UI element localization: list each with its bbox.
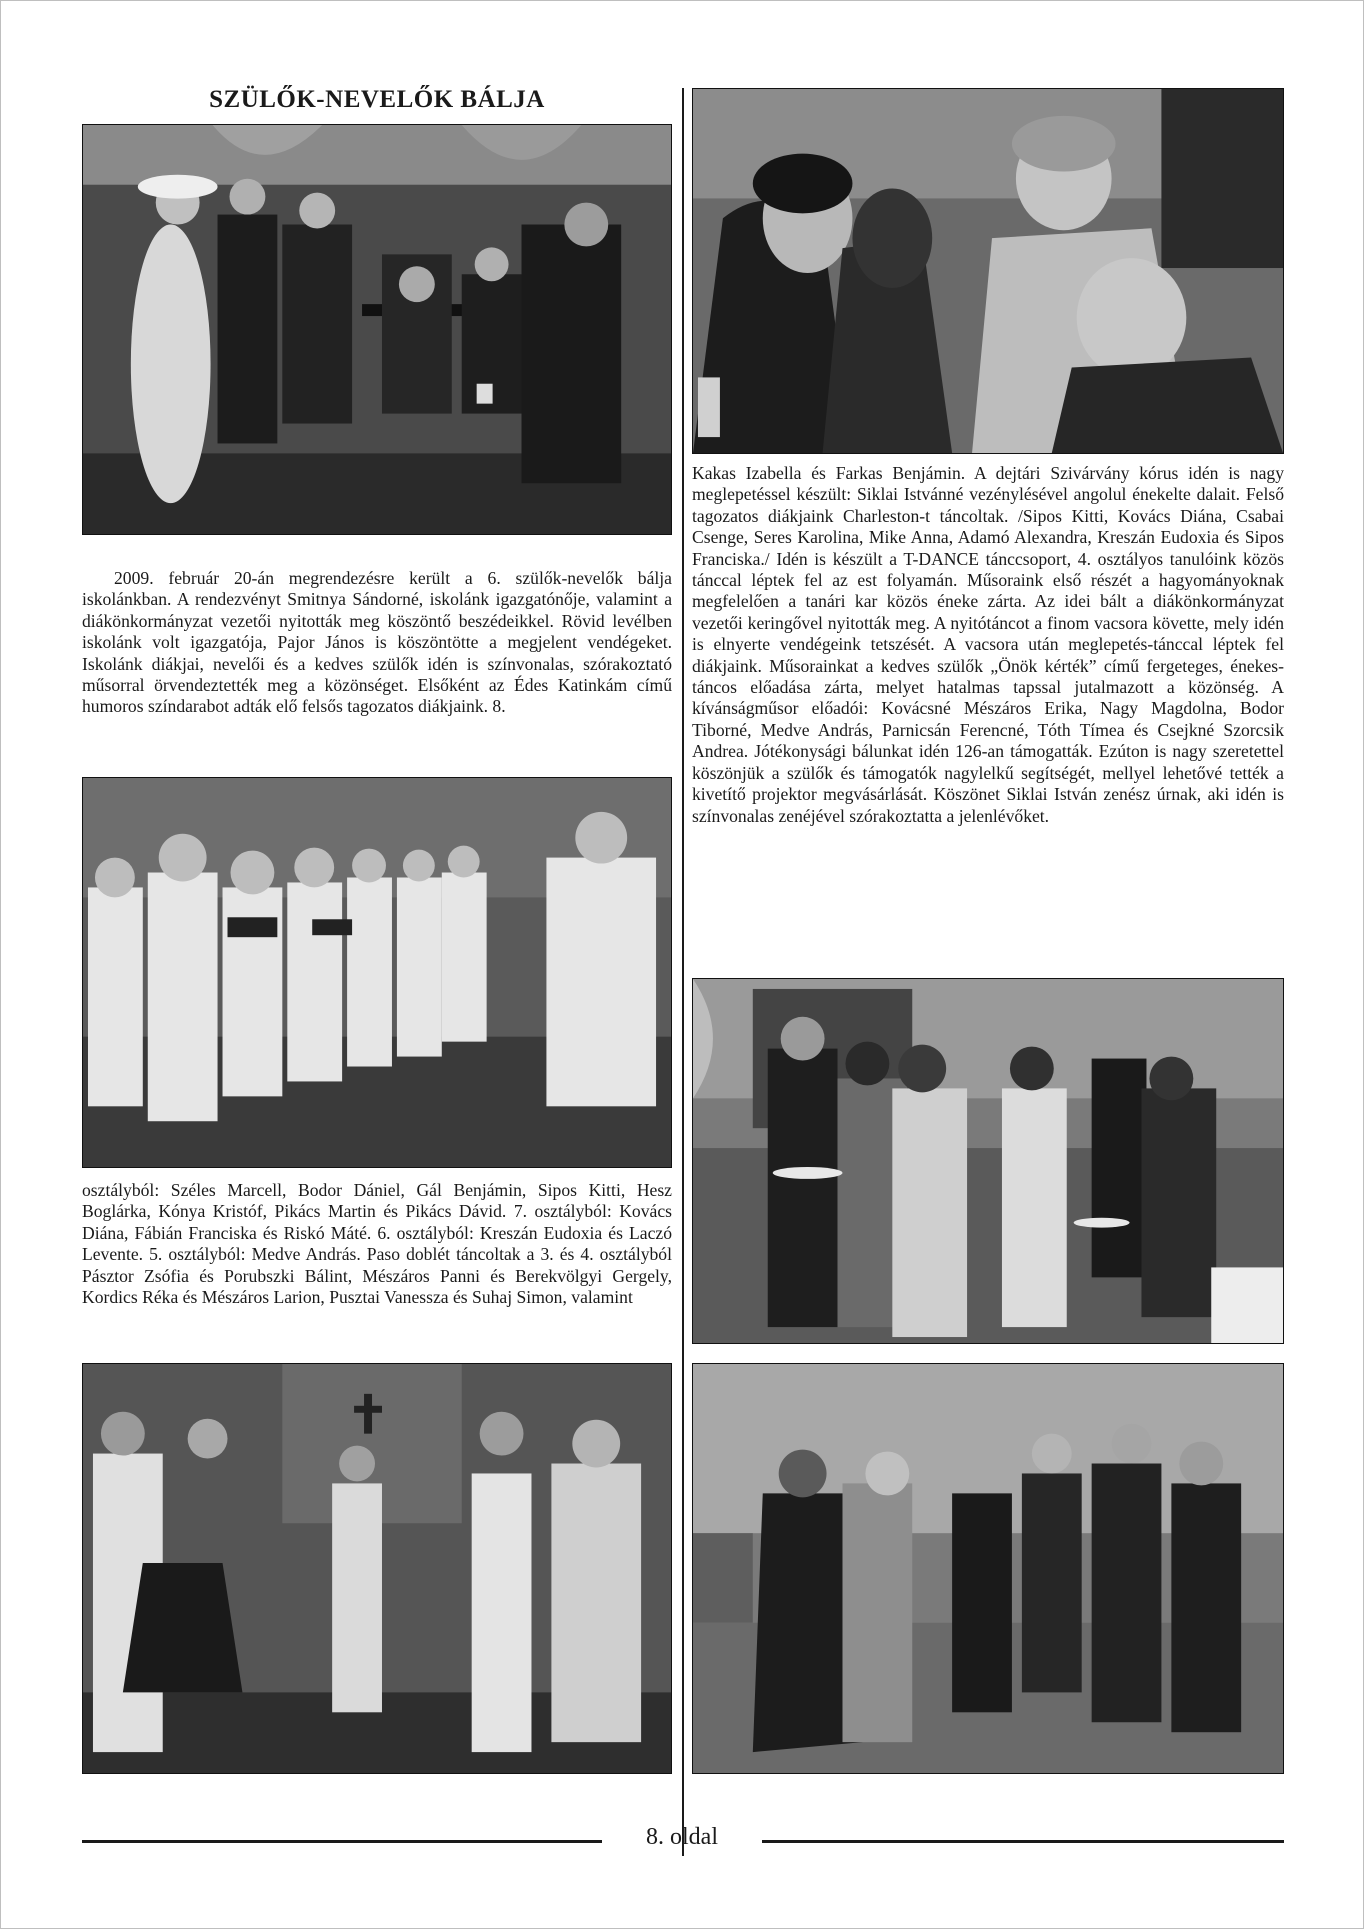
article-paragraph-1 [82,568,672,718]
photo-greeting [692,88,1284,454]
paragraph-text: Kakas Izabella és Farkas Benjámin. A dejtári Szivárvány kórus idén is nagy meglepetéssel készült: Siklai Istvánné vezénylésével angolul énekelte dalait. Felső tagozatos diákjaink Charleston-t táncoltak. /Sipos Kitti, Kovács Diána, Csabai Csenge, Seres Karolina, Mike Anna, Adamó Alexandra, Kreszán Eudoxia és Sipos Franciska./ Idén is készült a T-DANCE tánccsoport, 4. osztályos tanulóink közös tánccal léptek fel az est folyamán. Műsoraink első részét a hagyományoknak megfelelően a tanári kar közös éneke zárta. Az idei bált a diákönkormányzat vezetői keringővel nyitották meg. A nyitótáncot a finom vacsora követte, mely idén is elnyerte vendégeink tetszését. A vacsora után meglepetés-tánccal léptek fel diákjaink. Műsorainkat a kedves szülők „Önök kérték” című fergeteges, énekes-táncos előadása zárta, melyet hatalmas tapssal jutalmazott a közönség. A kívánságműsor előadói: Kovácsné Mészáros Erika, Nagy Magdolna, Bodor Tiborné, Medve András, Parnicsán Ferencné, Tóth Tímea és Csejkné Szorcsik Andrea. Jótékonysági bálunkat idén 126-an támogatták. Ezúton is nagy szeretettel köszönjük a szülők és támogatók nagylelkű segítségét, mellyel lehetővé tették a kivetítő projektor megvásárlását. Köszönet Siklai István zenész úrnak, aki idén is színvonalas zenéjével szórakoztatta a jelenlévőket. [692,463,1284,826]
column-divider [682,88,684,1856]
photo-paso-doble [82,1363,672,1774]
photo-parents-dance [692,1363,1284,1774]
paragraph-text: 2009. február 20-án megrendezésre került a 6. szülők-nevelők bálja iskolánkban. A rendezvényt Smitnya Sándorné, iskolánk igazgatónője, valamint a diákönkormányzat vezetői nyitották meg köszöntő beszédeikkel. Rövid levélben iskolánk volt igazgatója, Pajor János is köszöntötte a megjelent vendégeket. Iskolánk diákjai, nevelői és a kedves szülők idén is színvonalas, szórakoztató műsorral örvendeztették meg a közönséget. Elsőként az Édes Katinkám című humoros színdarabot adták elő felsős tagozatos diákjaink. 8. [82,568,672,717]
footer-line-right [762,1840,1284,1843]
paragraph-text: osztályból: Széles Marcell, Bodor Dániel, Gál Benjámin, Sipos Kitti, Hesz Boglárka, Kónya Kristóf, Pikács Martin és Pikács Dávid. 7. osztályból: Kovács Diána, Fábián Franciska és Riskó Máté. 6. osztályból: Kreszán Eudoxia és Laczó Levente. 5. osztályból: Medve András. Paso doblét táncoltak a 3. és 4. osztályból Pásztor Zsófia és Porubszki Bálint, Mészáros Panni és Berekvölgyi Gergely, Kordics Réka és Mészáros Larion, Pusztai Vanessza és Suhaj Simon, valamint [82,1180,672,1308]
photo-dinner-serving [692,978,1284,1344]
article-paragraph-3 [692,463,1284,827]
photo-stage-play [82,124,672,535]
photo-choir [82,777,672,1168]
footer-line-left [82,1840,602,1843]
page-number: 8. oldal [646,1824,718,1850]
article-paragraph-2 [82,1180,672,1308]
article-title: SZÜLŐK-NEVELŐK BÁLJA [209,86,545,113]
